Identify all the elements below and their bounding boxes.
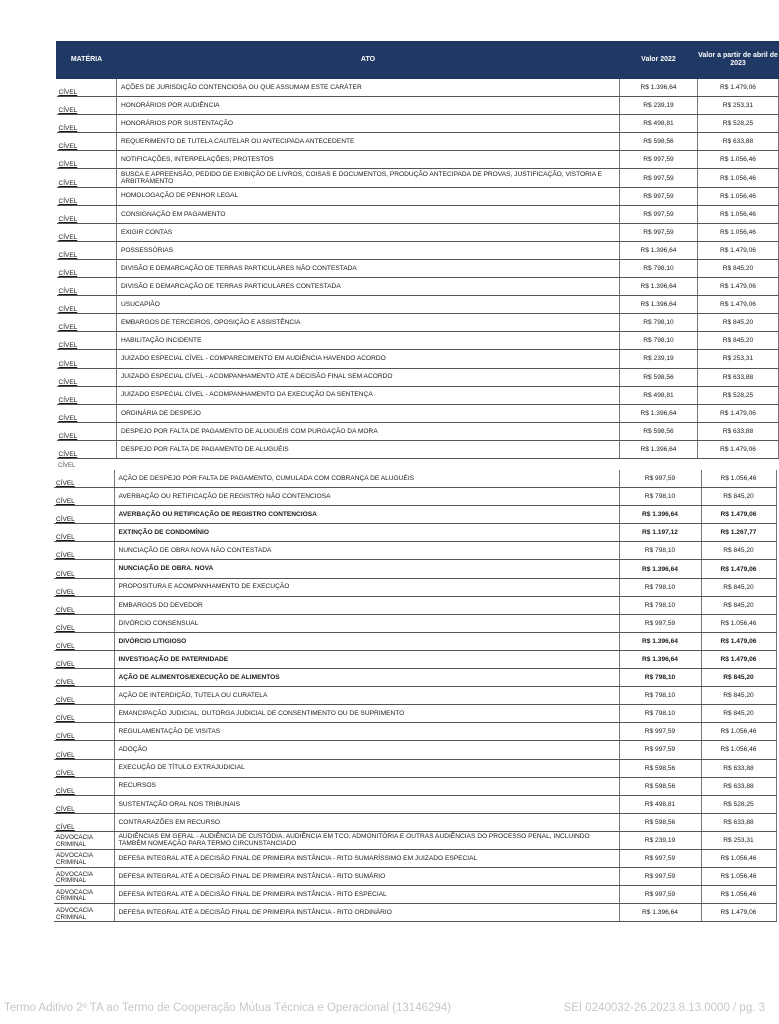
valor-2023-cell: R$ 1.267,77 [701, 524, 776, 542]
valor-2022-cell: R$ 997,59 [619, 723, 701, 741]
fee-table-top [56, 41, 779, 459]
valor-2023-cell: R$ 1.056,46 [698, 169, 779, 187]
table-row [57, 440, 779, 458]
table-row [57, 241, 779, 259]
valor-2022-cell: R$ 598,56 [620, 368, 698, 386]
table-row [57, 259, 779, 277]
valor-2022-cell: R$ 798,10 [619, 596, 701, 614]
materia-cell: CÍVEL [57, 223, 117, 241]
ato-cell: PROPOSITURA E ACOMPANHAMENTO DE EXECUÇÃO [114, 578, 619, 596]
valor-2023-cell: R$ 253,31 [701, 831, 776, 849]
ato-cell: JUIZADO ESPECIAL CÍVEL - ACOMPANHAMENTO ATÉ A DECISÃO FINAL SEM ACORDO [117, 368, 620, 386]
table-row [57, 314, 779, 332]
valor-2023-cell: R$ 1.479,06 [698, 278, 779, 296]
ato-cell: NOTIFICAÇÕES, INTERPELAÇÕES, PROTESTOS [117, 151, 620, 169]
valor-2023-cell: R$ 1.056,46 [698, 223, 779, 241]
valor-2022-cell: R$ 498,81 [619, 795, 701, 813]
header-ato: ATO [117, 42, 620, 79]
ato-cell: USUCAPIÃO [117, 296, 620, 314]
ato-cell: NUNCIAÇÃO DE OBRA. NOVA [114, 560, 619, 578]
valor-2023-cell: R$ 1.479,06 [698, 296, 779, 314]
valor-2023-cell: R$ 1.056,46 [698, 151, 779, 169]
ato-cell: POSSESSÓRIAS [117, 241, 620, 259]
materia-cell: CÍVEL [57, 259, 117, 277]
table-row [54, 542, 776, 560]
table-row [54, 904, 776, 922]
materia-cell: CÍVEL [54, 795, 114, 813]
table-row [54, 470, 776, 488]
valor-2022-cell: R$ 1.396,64 [620, 241, 698, 259]
valor-2023-cell: R$ 845,20 [701, 705, 776, 723]
materia-cell: CÍVEL [57, 314, 117, 332]
valor-2022-cell: R$ 1.197,12 [619, 524, 701, 542]
materia-cell: ADVOCACIA CRIMINAL [54, 831, 114, 849]
valor-2023-cell: R$ 1.056,46 [701, 849, 776, 867]
table-row [57, 169, 779, 187]
valor-2022-cell: R$ 598,56 [619, 813, 701, 831]
valor-2022-cell: R$ 997,59 [619, 614, 701, 632]
valor-2023-cell: R$ 845,20 [698, 332, 779, 350]
valor-2023-cell: R$ 633,88 [698, 368, 779, 386]
materia-cell: CÍVEL [54, 506, 114, 524]
valor-2023-cell: R$ 1.056,46 [701, 614, 776, 632]
materia-cell: CÍVEL [57, 278, 117, 296]
table-row [54, 560, 776, 578]
table-row [57, 151, 779, 169]
table-row [54, 632, 776, 650]
materia-cell: CÍVEL [57, 205, 117, 223]
table-row [57, 97, 779, 115]
table-row [54, 741, 776, 759]
ato-cell: AÇÃO DE DESPEJO POR FALTA DE PAGAMENTO, CUMULADA COM COBRANÇA DE ALUGUÉIS [114, 470, 619, 488]
ato-cell: INVESTIGAÇÃO DE PATERNIDADE [114, 650, 619, 668]
table-header-row [57, 42, 779, 79]
valor-2022-cell: R$ 798,10 [619, 488, 701, 506]
valor-2022-cell: R$ 997,59 [620, 187, 698, 205]
valor-2023-cell: R$ 845,20 [701, 578, 776, 596]
valor-2022-cell: R$ 598,56 [619, 759, 701, 777]
ato-cell: ADOÇÃO [114, 741, 619, 759]
ato-cell: JUIZADO ESPECIAL CÍVEL - COMPARECIMENTO EM AUDIÊNCIA HAVENDO ACORDO [117, 350, 620, 368]
valor-2022-cell: R$ 239,19 [620, 350, 698, 368]
valor-2023-cell: R$ 528,25 [701, 795, 776, 813]
header-valor-2022: Valor 2022 [620, 42, 698, 79]
materia-cell: CÍVEL [57, 241, 117, 259]
ato-cell: EXECUÇÃO DE TÍTULO EXTRAJUDICIAL [114, 759, 619, 777]
materia-cell: CÍVEL [57, 133, 117, 151]
ato-cell: DEFESA INTEGRAL ATÉ A DECISÃO FINAL DE PRIMEIRA INSTÂNCIA - RITO ORDINÁRIO [114, 904, 619, 922]
materia-cell: CÍVEL [57, 368, 117, 386]
materia-cell: CÍVEL [57, 422, 117, 440]
table-row [57, 332, 779, 350]
materia-cell: CÍVEL [54, 578, 114, 596]
ato-cell: REGULAMENTAÇÃO DE VISITAS [114, 723, 619, 741]
valor-2022-cell: R$ 1.396,64 [620, 440, 698, 458]
materia-cell: ADVOCACIA CRIMINAL [54, 849, 114, 867]
materia-cell: CÍVEL [54, 542, 114, 560]
materia-cell: CÍVEL [54, 560, 114, 578]
valor-2023-cell: R$ 1.056,46 [701, 868, 776, 886]
valor-2022-cell: R$ 1.396,64 [620, 79, 698, 97]
valor-2023-cell: R$ 1.479,06 [701, 650, 776, 668]
table-row [54, 723, 776, 741]
materia-cell: CÍVEL [54, 705, 114, 723]
materia-cell: ADVOCACIA CRIMINAL [54, 904, 114, 922]
table-row [57, 115, 779, 133]
ato-cell: BUSCA E APREENSÃO, PEDIDO DE EXIBIÇÃO DE LIVROS, COISAS E DOCUMENTOS, PRODUÇÃO ANTECIPADA DE PROVAS, JUSTIFICAÇÃO, VISTORIA E ARBITRAMENTO [117, 169, 620, 187]
valor-2022-cell: R$ 997,59 [620, 169, 698, 187]
table-row [57, 278, 779, 296]
valor-2023-cell: R$ 633,88 [701, 777, 776, 795]
materia-cell: CÍVEL [54, 669, 114, 687]
ato-cell: EMBARGOS DE TERCEIROS, OPOSIÇÃO E ASSISTÊNCIA [117, 314, 620, 332]
valor-2023-cell: R$ 253,31 [698, 97, 779, 115]
valor-2022-cell: R$ 798,10 [619, 578, 701, 596]
valor-2023-cell: R$ 528,25 [698, 115, 779, 133]
valor-2022-cell: R$ 997,59 [619, 470, 701, 488]
valor-2022-cell: R$ 997,59 [620, 223, 698, 241]
valor-2023-cell: R$ 1.479,06 [698, 440, 779, 458]
valor-2023-cell: R$ 1.479,06 [698, 241, 779, 259]
table-row [57, 404, 779, 422]
table-row [54, 705, 776, 723]
materia-cell: ADVOCACIA CRIMINAL [54, 886, 114, 904]
materia-cell: CÍVEL [54, 524, 114, 542]
ato-cell: DIVISÃO E DEMARCAÇÃO DE TERRAS PARTICULARES NÃO CONTESTADA [117, 259, 620, 277]
valor-2023-cell: R$ 845,20 [698, 259, 779, 277]
ato-cell: DESPEJO POR FALTA DE PAGAMENTO DE ALUGUÉIS COM PURGAÇÃO DA MORA [117, 422, 620, 440]
top-table-body [57, 79, 779, 459]
fee-table-bottom [54, 470, 777, 922]
materia-cell: CÍVEL [54, 614, 114, 632]
valor-2023-cell: R$ 1.479,06 [698, 79, 779, 97]
ato-cell: EMBARGOS DO DEVEDOR [114, 596, 619, 614]
ato-cell: REQUERIMENTO DE TUTELA CAUTELAR OU ANTECIPADA ANTECEDENTE [117, 133, 620, 151]
ato-cell: DEFESA INTEGRAL ATÉ A DECISÃO FINAL DE PRIMEIRA INSTÂNCIA - RITO SUMÁRIO [114, 868, 619, 886]
ato-cell: DIVÓRCIO LITIGIOSO [114, 632, 619, 650]
materia-cell: CÍVEL [57, 115, 117, 133]
table-row [57, 79, 779, 97]
valor-2023-cell: R$ 845,20 [701, 687, 776, 705]
valor-2022-cell: R$ 997,59 [619, 868, 701, 886]
materia-cell: CÍVEL [54, 687, 114, 705]
materia-cell: CÍVEL [54, 741, 114, 759]
table-row [57, 368, 779, 386]
table-row [54, 596, 776, 614]
ato-cell: NUNCIAÇÃO DE OBRA NOVA NÃO CONTESTADA [114, 542, 619, 560]
table-row [54, 795, 776, 813]
table-row [54, 524, 776, 542]
ato-cell: CONTRARAZÕES EM RECURSO [114, 813, 619, 831]
header-valor-2023: Valor a partir de abril de 2023 [698, 42, 779, 79]
table-row [54, 669, 776, 687]
valor-2023-cell: R$ 1.479,06 [701, 904, 776, 922]
table-row [57, 187, 779, 205]
valor-2022-cell: R$ 1.396,64 [619, 650, 701, 668]
materia-cell: CÍVEL [54, 759, 114, 777]
valor-2022-cell: R$ 598,56 [619, 777, 701, 795]
valor-2022-cell: R$ 997,59 [619, 849, 701, 867]
ato-cell: CONSIGNAÇÃO EM PAGAMENTO [117, 205, 620, 223]
ato-cell: RECURSOS [114, 777, 619, 795]
valor-2022-cell: R$ 798,10 [619, 705, 701, 723]
valor-2023-cell: R$ 1.056,46 [701, 723, 776, 741]
materia-cell: CÍVEL [57, 296, 117, 314]
valor-2022-cell: R$ 1.396,64 [619, 904, 701, 922]
materia-cell: CÍVEL [57, 350, 117, 368]
materia-cell: CÍVEL [57, 404, 117, 422]
ato-cell: DEFESA INTEGRAL ATÉ A DECISÃO FINAL DE PRIMEIRA INSTÂNCIA - RITO ESPECIAL [114, 886, 619, 904]
valor-2023-cell: R$ 1.056,46 [701, 470, 776, 488]
table-row [54, 578, 776, 596]
table-row [54, 777, 776, 795]
valor-2022-cell: R$ 498,81 [620, 386, 698, 404]
table-row [57, 386, 779, 404]
valor-2023-cell: R$ 1.056,46 [701, 741, 776, 759]
valor-2023-cell: R$ 845,20 [698, 314, 779, 332]
ato-cell: HABILITAÇÃO INCIDENTE [117, 332, 620, 350]
footer-document-title: Termo Aditivo 2º TA ao Termo de Cooperação Mútua Técnica e Operacional (13146294) [4, 1002, 452, 1014]
valor-2022-cell: R$ 997,59 [620, 151, 698, 169]
valor-2023-cell: R$ 633,88 [698, 422, 779, 440]
ato-cell: EXIGIR CONTAS [117, 223, 620, 241]
valor-2023-cell: R$ 1.056,46 [701, 886, 776, 904]
materia-cell: CÍVEL [57, 79, 117, 97]
ato-cell: JUIZADO ESPECIAL CÍVEL - ACOMPANHAMENTO DA EXECUÇÃO DA SENTENÇA [117, 386, 620, 404]
materia-cell: CÍVEL [54, 488, 114, 506]
ato-cell: EXTINÇÃO DE CONDOMÍNIO [114, 524, 619, 542]
valor-2023-cell: R$ 1.479,06 [698, 404, 779, 422]
table-row [54, 868, 776, 886]
materia-cell: CÍVEL [54, 596, 114, 614]
valor-2022-cell: R$ 997,59 [620, 205, 698, 223]
valor-2022-cell: R$ 997,59 [619, 741, 701, 759]
ato-cell: DEFESA INTEGRAL ATÉ A DECISÃO FINAL DE PRIMEIRA INSTÂNCIA - RITO SUMARÍSSIMO EM JUIZADO ESPECIAL [114, 849, 619, 867]
valor-2022-cell: R$ 798,10 [620, 314, 698, 332]
valor-2023-cell: R$ 528,25 [698, 386, 779, 404]
table-row [54, 488, 776, 506]
ato-cell: AUDIÊNCIAS EM GERAL - AUDIÊNCIA DE CUSTÓDIA, AUDIÊNCIA EM TCO, ADMONITÓRIA E OUTRAS AUDIÊNCIAS DO PROCESSO PENAL, INCLUINDO TAMBÉM NOMEAÇÃO PARA TERMO CIRCUNSTANCIADO [114, 831, 619, 849]
table-row [57, 223, 779, 241]
ato-cell: DIVISÃO E DEMARCAÇÃO DE TERRAS PARTICULARES CONTESTADA [117, 278, 620, 296]
valor-2023-cell: R$ 633,88 [698, 133, 779, 151]
valor-2023-cell: R$ 1.056,46 [698, 205, 779, 223]
valor-2022-cell: R$ 798,10 [619, 542, 701, 560]
valor-2022-cell: R$ 1.396,64 [620, 278, 698, 296]
valor-2022-cell: R$ 798,10 [620, 259, 698, 277]
table-row [54, 650, 776, 668]
bottom-table-body [54, 470, 776, 922]
cut-off-materia-label: CÍVEL [58, 463, 76, 469]
materia-cell: ADVOCACIA CRIMINAL [54, 868, 114, 886]
materia-cell: CÍVEL [57, 151, 117, 169]
ato-cell: DIVÓRCIO CONSENSUAL [114, 614, 619, 632]
materia-cell: CÍVEL [54, 650, 114, 668]
valor-2022-cell: R$ 598,56 [620, 133, 698, 151]
materia-cell: CÍVEL [54, 813, 114, 831]
valor-2022-cell: R$ 1.396,64 [620, 296, 698, 314]
valor-2022-cell: R$ 798,10 [619, 687, 701, 705]
ato-cell: SUSTENTAÇÃO ORAL NOS TRIBUNAIS [114, 795, 619, 813]
valor-2022-cell: R$ 498,81 [620, 115, 698, 133]
ato-cell: AÇÃO DE ALIMENTOS/EXECUÇÃO DE ALIMENTOS [114, 669, 619, 687]
ato-cell: ORDINÁRIA DE DESPEJO [117, 404, 620, 422]
ato-cell: AVERBAÇÃO OU RETIFICAÇÃO DE REGISTRO CONTENCIOSA [114, 506, 619, 524]
ato-cell: AÇÕES DE JURISDIÇÃO CONTENCIOSA OU QUE ASSUMAM ESTE CARÁTER [117, 79, 620, 97]
table-row [54, 849, 776, 867]
valor-2023-cell: R$ 1.479,06 [701, 506, 776, 524]
valor-2023-cell: R$ 845,20 [701, 488, 776, 506]
valor-2022-cell: R$ 239,19 [619, 831, 701, 849]
table-row [54, 687, 776, 705]
table-row [54, 886, 776, 904]
valor-2023-cell: R$ 1.056,46 [698, 187, 779, 205]
valor-2022-cell: R$ 598,56 [620, 422, 698, 440]
footer-sei-page: SEI 0240032-26.2023.8.13.0000 / pg. 3 [563, 1002, 765, 1014]
valor-2022-cell: R$ 997,59 [619, 886, 701, 904]
materia-cell: CÍVEL [57, 386, 117, 404]
materia-cell: CÍVEL [57, 332, 117, 350]
ato-cell: DESPEJO POR FALTA DE PAGAMENTO DE ALUGUÉIS [117, 440, 620, 458]
table-row [54, 813, 776, 831]
materia-cell: CÍVEL [57, 440, 117, 458]
table-row [57, 350, 779, 368]
ato-cell: AÇÃO DE INTERDIÇÃO, TUTELA OU CURATELA [114, 687, 619, 705]
materia-cell: CÍVEL [54, 470, 114, 488]
valor-2022-cell: R$ 798,10 [620, 332, 698, 350]
materia-cell: CÍVEL [57, 187, 117, 205]
valor-2023-cell: R$ 1.479,06 [701, 632, 776, 650]
materia-cell: CÍVEL [57, 169, 117, 187]
materia-cell: CÍVEL [54, 632, 114, 650]
valor-2023-cell: R$ 1.479,06 [701, 560, 776, 578]
table-row [54, 831, 776, 849]
valor-2022-cell: R$ 1.396,64 [619, 632, 701, 650]
ato-cell: HOMOLOGAÇÃO DE PENHOR LEGAL [117, 187, 620, 205]
table-row [54, 759, 776, 777]
valor-2023-cell: R$ 253,31 [698, 350, 779, 368]
valor-2023-cell: R$ 845,20 [701, 596, 776, 614]
table-row [54, 614, 776, 632]
valor-2023-cell: R$ 633,88 [701, 813, 776, 831]
valor-2022-cell: R$ 1.396,64 [620, 404, 698, 422]
valor-2022-cell: R$ 1.396,64 [619, 506, 701, 524]
table-row [57, 205, 779, 223]
table-row [57, 422, 779, 440]
ato-cell: AVERBAÇÃO OU RETIFICAÇÃO DE REGISTRO NÃO CONTENCIOSA [114, 488, 619, 506]
ato-cell: EMANCIPAÇÃO JUDICIAL, OUTORGA JUDICIAL DE CONSENTIMENTO OU DE SUPRIMENTO [114, 705, 619, 723]
ato-cell: HONORÁRIOS POR AUDIÊNCIA [117, 97, 620, 115]
table-row [57, 296, 779, 314]
valor-2023-cell: R$ 633,88 [701, 759, 776, 777]
materia-cell: CÍVEL [57, 97, 117, 115]
header-materia: MATÉRIA [57, 42, 117, 79]
valor-2023-cell: R$ 845,20 [701, 669, 776, 687]
valor-2022-cell: R$ 239,19 [620, 97, 698, 115]
table-row [54, 506, 776, 524]
page-footer [0, 1002, 768, 1016]
table-row [57, 133, 779, 151]
valor-2022-cell: R$ 1.396,64 [619, 560, 701, 578]
valor-2022-cell: R$ 798,10 [619, 669, 701, 687]
valor-2023-cell: R$ 845,20 [701, 542, 776, 560]
materia-cell: CÍVEL [54, 777, 114, 795]
ato-cell: HONORÁRIOS POR SUSTENTAÇÃO [117, 115, 620, 133]
materia-cell: CÍVEL [54, 723, 114, 741]
